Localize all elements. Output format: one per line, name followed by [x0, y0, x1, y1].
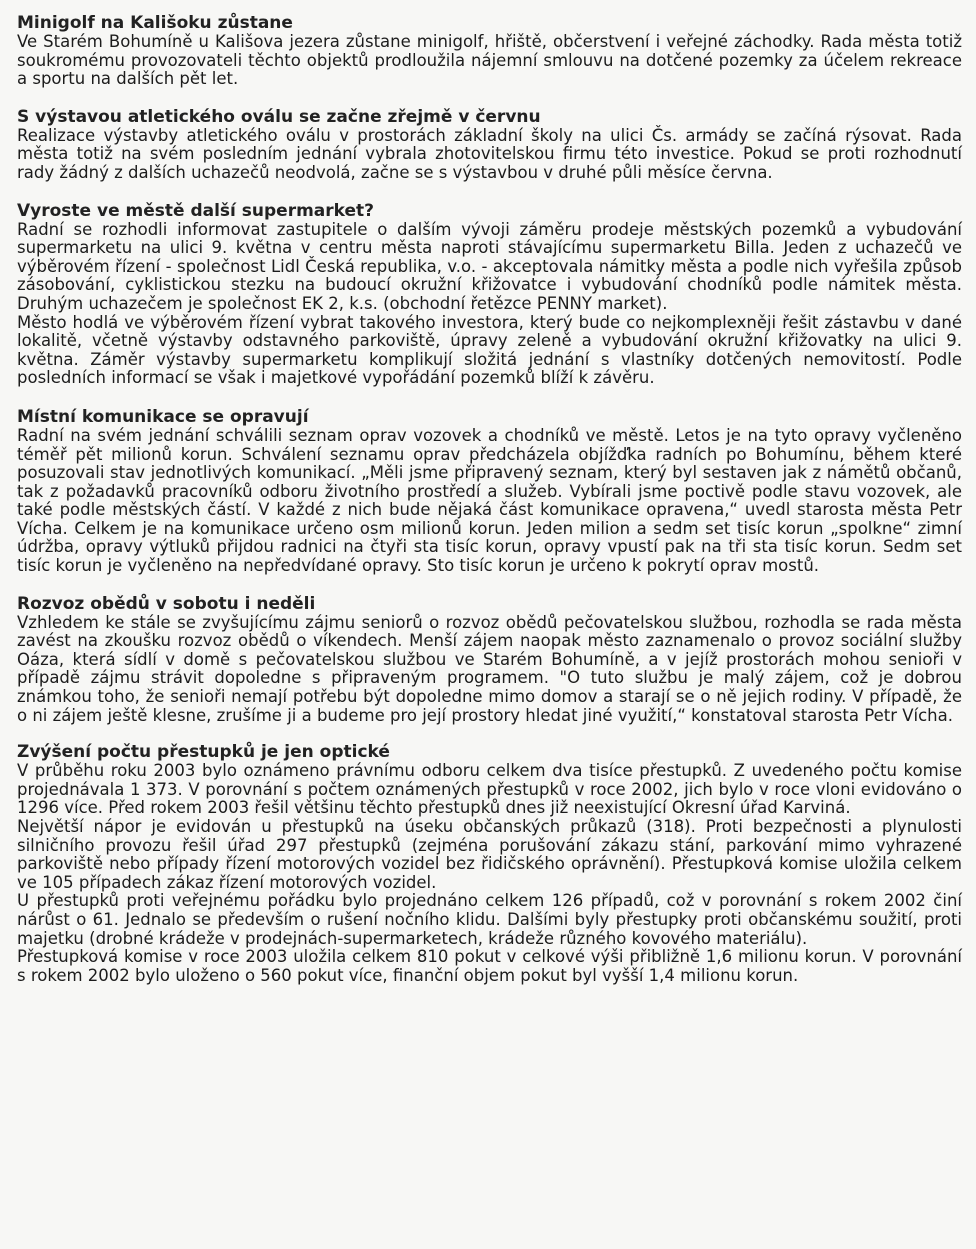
article-meal-delivery [17, 595, 962, 726]
article-offences [17, 743, 962, 985]
article-paragraph: V průběhu roku 2003 bylo oznámeno právnímu odboru celkem dva tisíce přestupků. Z uvedeného počtu komise projednávala 1 373. V porovnání s počtem oznámených přestupků v roce 2002, jich bylo v roce vloni evidováno o 1296 více. Před rokem 2003 řešil většinu těchto přestupků dnes již neexistující Okresní úřad Karviná. [17, 761, 962, 818]
article-paragraph: Realizace výstavby atletického oválu v prostorách základní školy na ulici Čs. armády se začíná rýsovat. Rada města totiž na svém posledním jednání vybrala zhotovitelskou firmu této investice. Pokud se proti rozhodnutí rady žádný z dalších uchazečů neodvolá, začne se s výstavbou v druhé půli měsíce června. [17, 125, 962, 182]
article-paragraph: U přestupků proti veřejnému pořádku bylo projednáno celkem 126 případů, což v porovnání s rokem 2002 činí nárůst o 61. Jednalo se především o rušení nočního klidu. Dalšími byly přestupky proti občanskému soužití, proti majetku (drobné krádeže v prodejnách-supermarketech, krádeže různého kovového materiálu). [17, 891, 962, 948]
article-athletic-oval [17, 108, 962, 183]
article-paragraph: Radní se rozhodli informovat zastupitele o dalším vývoji záměru prodeje městských pozemků a vybudování supermarketu na ulici 9. května v centru města naproti stávajícímu supermarketu Billa. Jeden z uchazečů ve výběrovém řízení - společnost Lidl Česká republika, v.o. - akceptovala námitky města a podle nich vyřešila způsob zásobování, cyklistickou stezku na budoucí okružní křižovatce i vybudování chodníků podle námitek města. Druhým uchazečem je společnost EK 2, k.s. (obchodní řetězce PENNY market). [17, 219, 962, 313]
article-paragraph: Největší nápor je evidován u přestupků na úseku občanských průkazů (318). Proti bezpečnosti a plynulosti silničního provozu řešil úřad 297 přestupků (zejména porušování zákazu stání, parkování mimo vyhrazené parkoviště nebo případy řízení motorových vozidel bez řidičského oprávnění). Přestupková komise uložila celkem ve 105 případech zákaz řízení motorových vozidel. [17, 817, 962, 892]
article-headline: Minigolf na Kališoku zůstane [17, 13, 293, 33]
article-paragraph: Vzhledem ke stále se zvyšujícímu zájmu seniorů o rozvoz obědů pečovatelskou službou, rozhodla se rada města zavést na zkoušku rozvoz obědů o víkendech. Menší zájem naopak město zaznamenalo o provoz sociální služby Oáza, která sídlí v domě s pečovatelskou službou ve Starém Bohumíně, a v jejíž prostorách mohou senioři v případě zájmu strávit dopoledne s připraveným programem. "O tuto službu je malý zájem, což je dobrou známkou toho, že senioři nemají potřebu být dopoledne mimo domov a starají se o ně jejich rodiny. V případě, že o ni zájem ještě klesne, zrušíme ji a budeme pro její prostory hledat jiné využití,“ konstatoval starosta Petr Vícha. [17, 612, 962, 725]
article-headline: Vyroste ve městě další supermarket? [17, 200, 375, 221]
article-headline: S výstavou atletického oválu se začne zřejmě v červnu [17, 106, 541, 127]
article-paragraph: Ve Starém Bohumíně u Kališova jezera zůstane minigolf, hřiště, občerstvení i veřejné záchodky. Rada města totiž soukromému provozovateli těchto objektů prodloužila nájemní smlouvu na dotčené pozemky za účelem rekreace a sportu na dalších pět let. [17, 32, 962, 89]
article-roads [17, 408, 962, 576]
article-paragraph: Radní na svém jednání schválili seznam oprav vozovek a chodníků ve městě. Letos je na tyto opravy vyčleněno téměř pět milionů korun. Schválení seznamu oprav předcházela objížďka radních po Bohumínu, během které posuzovali stav jednotlivých komunikací. „Měli jsme připravený seznam, který byl sestaven jak z námětů občanů, tak z požadavků pracovníků odboru životního prostředí a služeb. Vybírali jsme poctivě podle stavu vozovek, ale také podle městských částí. V každé z nich bude nějaká část komunikace opravena,“ uvedl starosta města Petr Vícha. Celkem je na komunikace určeno osm milionů korun. Jeden milion a sedm set tisíc korun „spolkne“ zimní údržba, opravy výtluků přijdou radnici na čtyři sta tisíc korun, opravy vpustí pak na tři sta tisíc korun. Sedm set tisíc korun je vyčleněno na nepředvídané opravy. Sto tisíc korun je určeno k pokrytí oprav mostů. [17, 425, 962, 576]
article-minigolf [17, 14, 962, 89]
article-paragraph: Přestupková komise v roce 2003 uložila celkem 810 pokut v celkové výši přibližně 1,6 milionu korun. V porovnání s rokem 2002 bylo uloženo o 560 pokut více, finanční objem pokut byl vyšší 1,4 milionu korun. [17, 947, 962, 985]
article-headline: Místní komunikace se opravují [17, 406, 309, 427]
article-headline: Zvýšení počtu přestupků je jen optické [17, 742, 390, 763]
article-headline: Rozvoz obědů v sobotu i neděli [17, 593, 316, 614]
article-supermarket [17, 202, 962, 388]
article-paragraph: Město hodlá ve výběrovém řízení vybrat takového investora, který bude co nejkomplexněji řešit zástavbu v dané lokalitě, včetně výstavby odstavného parkoviště, úpravy zeleně a vybudování okružní křižovatky na ulici 9. května. Záměr výstavby supermarketu komplikují složitá jednání s vlastníky dotčených nemovitostí. Podle posledních informací se však i majetkové vypořádání pozemků blíží k závěru. [17, 312, 962, 388]
